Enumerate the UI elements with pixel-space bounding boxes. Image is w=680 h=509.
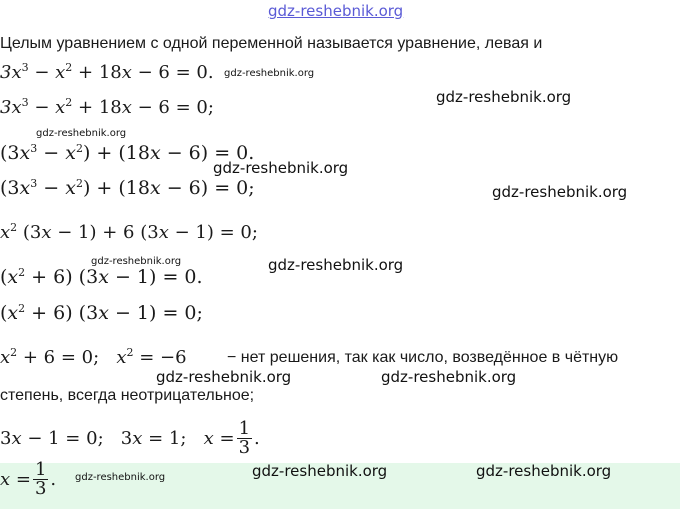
watermark-3: gdz-reshebnik.org (492, 183, 628, 201)
watermark-4: gdz-reshebnik.org (268, 256, 404, 274)
watermark-8: gdz-reshebnik.org (476, 462, 612, 480)
watermark-5: gdz-reshebnik.org (156, 368, 292, 386)
explanation-line-2: степень, всегда неотрицательное; (0, 387, 255, 404)
answer-numerator: 1 (34, 459, 47, 480)
equation-line-3: $(3x^3 - x^2) + (18x - 6) = 0$. (0, 142, 255, 164)
intro-text: Целым уравнением с одной переменной называется уравнение, левая и (0, 35, 543, 52)
watermark-7: gdz-reshebnik.org (252, 462, 388, 480)
equation-line-1: $3x^3 - x^2 + 18x - 6 = 0$. (0, 61, 214, 83)
watermark-1: gdz-reshebnik.org (436, 88, 572, 106)
answer-fraction (33, 461, 48, 498)
fraction-dot: . (254, 428, 260, 449)
equation-line-2: $3x^3 - x^2 + 18x - 6 = 0$; (0, 96, 214, 118)
watermark-inline-2: gdz-reshebnik.org (36, 128, 127, 139)
watermark-inline-1: gdz-reshebnik.org (224, 68, 315, 79)
watermark-inline-3: gdz-reshebnik.org (91, 256, 182, 267)
answer-dot: . (50, 469, 57, 490)
fraction-one-third (237, 420, 252, 457)
watermark-2: gdz-reshebnik.org (213, 159, 349, 177)
equation-line-6: $(x^2 + 6) (3x - 1) = 0$. (0, 266, 203, 288)
watermark-top[interactable]: gdz-reshebnik.org (268, 2, 404, 20)
fraction-denominator: 3 (238, 437, 251, 458)
watermark-inline-4: gdz-reshebnik.org (75, 472, 166, 483)
equation-line-10: 3x − 1 = 0; 3x = 1; x = $\frac{1}{3}$ . (0, 418, 260, 458)
fraction-numerator: 1 (238, 418, 251, 439)
watermark-6: gdz-reshebnik.org (381, 368, 517, 386)
answer-denominator: 3 (34, 478, 47, 499)
answer-line: x = $\frac{1}{3}$ . (0, 459, 57, 499)
equation-line-8: $x^2 + 6 = 0$; $x^2 = -6$ (0, 346, 187, 368)
explanation-line-1: − нет решения, так как число, возведённое в чётную (227, 349, 619, 366)
equation-line-7: $(x^2 + 6) (3x - 1) = 0$; (0, 302, 203, 324)
equation-line-4: $(3x^3 - x^2) + (18x - 6) = 0$; (0, 177, 255, 199)
equation-line-5: $x^2$ (3x − 1) + 6 (3x − 1) = 0; (0, 221, 258, 243)
